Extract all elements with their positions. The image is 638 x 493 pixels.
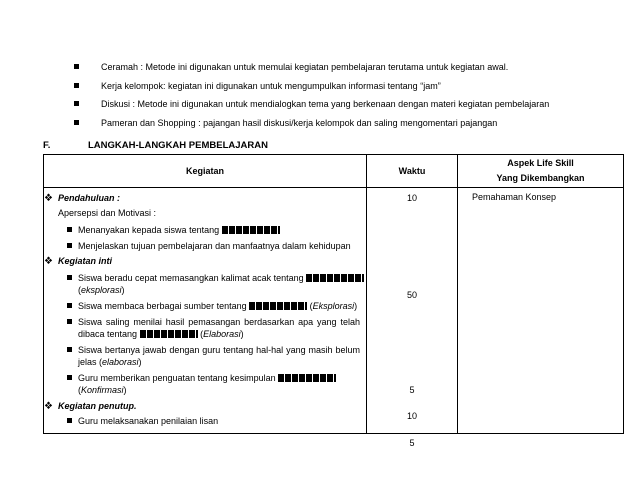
bullet-icon	[67, 347, 72, 352]
table-header-row	[44, 155, 624, 188]
section-heading	[43, 140, 268, 151]
apersepsi-label: Apersepsi dan Motivasi :	[58, 208, 157, 218]
waktu-value: 50	[406, 290, 417, 300]
col-header-aspek	[458, 155, 624, 188]
section-letter: F.	[43, 140, 51, 151]
missing-glyph-placeholder	[306, 274, 364, 282]
missing-glyph-placeholder	[140, 330, 198, 338]
missing-glyph-placeholder	[222, 226, 280, 234]
bullet-icon	[74, 64, 79, 69]
col-header-kegiatan: Kegiatan	[44, 155, 367, 188]
list-item: Siswa beradu cepat memasangkan kalimat acak tentang (eksplorasi)	[44, 272, 366, 296]
list-item: Diskusi : Metode ini digunakan untuk mendialogkan tema yang berkenaan dengan materi kegiatan pembelajaran	[74, 98, 580, 110]
missing-glyph-placeholder	[278, 374, 336, 382]
bullet-icon	[74, 101, 79, 106]
bullet-icon	[67, 319, 72, 324]
col-header-waktu: Waktu	[367, 155, 458, 188]
bullet-icon	[74, 83, 79, 88]
diamond-bullet-icon: ❖	[44, 401, 53, 412]
steps-table	[43, 154, 624, 448]
bullet-icon	[74, 120, 79, 125]
inti-heading: ❖ Kegiatan inti	[44, 256, 113, 267]
bullet-icon	[67, 227, 72, 232]
list-item: Menjelaskan tujuan pembelajaran dan manfaatnya dalam kehidupan	[44, 240, 366, 252]
waktu-value: 5	[409, 438, 415, 448]
waktu-value: 10	[406, 411, 417, 421]
missing-glyph-placeholder	[249, 302, 307, 310]
diamond-bullet-icon: ❖	[44, 193, 53, 204]
list-item: Guru melaksanakan penilaian lisan	[44, 415, 366, 427]
method-list	[74, 61, 580, 135]
diamond-bullet-icon: ❖	[44, 256, 53, 267]
list-item: Guru memberikan penguatan tentang kesimpulan (Konfirmasi)	[44, 372, 366, 396]
waktu-value: 10	[406, 193, 417, 203]
list-item: Siswa saling menilai hasil pemasangan berdasarkan apa yang telah dibaca tentang (Elaborasi)	[44, 316, 366, 340]
aspek-value: Pemahaman Konsep	[472, 192, 557, 202]
list-item: Menanyakan kepada siswa tentang	[44, 224, 366, 236]
kegiatan-cell	[44, 188, 367, 434]
aspek-cell	[458, 188, 624, 434]
bullet-icon	[67, 303, 72, 308]
waktu-cell	[367, 188, 458, 448]
aspek-header-line-1: Aspek Life Skill	[507, 158, 574, 168]
bullet-icon	[67, 418, 72, 423]
list-item: Ceramah : Metode ini digunakan untuk memulai kegiatan pembelajaran terutama untuk kegiatan awal.	[74, 61, 580, 73]
table-row	[44, 188, 624, 434]
list-item: Siswa bertanya jawab dengan guru tentang hal-hal yang masih belum jelas (elaborasi)	[44, 344, 366, 368]
list-item: Siswa membaca berbagai sumber tentang (Eksplorasi)	[44, 300, 366, 312]
list-item: Pameran dan Shopping : pajangan hasil diskusi/kerja kelompok dan saling mengomentari pajangan	[74, 117, 580, 129]
aspek-header-line-2: Yang Dikembangkan	[496, 173, 585, 183]
bullet-icon	[67, 275, 72, 280]
section-title: LANGKAH-LANGKAH PEMBELAJARAN	[88, 140, 268, 151]
list-item: Kerja kelompok: kegiatan ini digunakan untuk mengumpulkan informasi tentang “jam”	[74, 80, 580, 92]
penutup-heading: ❖ Kegiatan penutup.	[44, 401, 137, 412]
waktu-value: 5	[409, 385, 415, 395]
pendahuluan-heading: ❖ Pendahuluan :	[44, 193, 121, 204]
bullet-icon	[67, 243, 72, 248]
bullet-icon	[67, 375, 72, 380]
